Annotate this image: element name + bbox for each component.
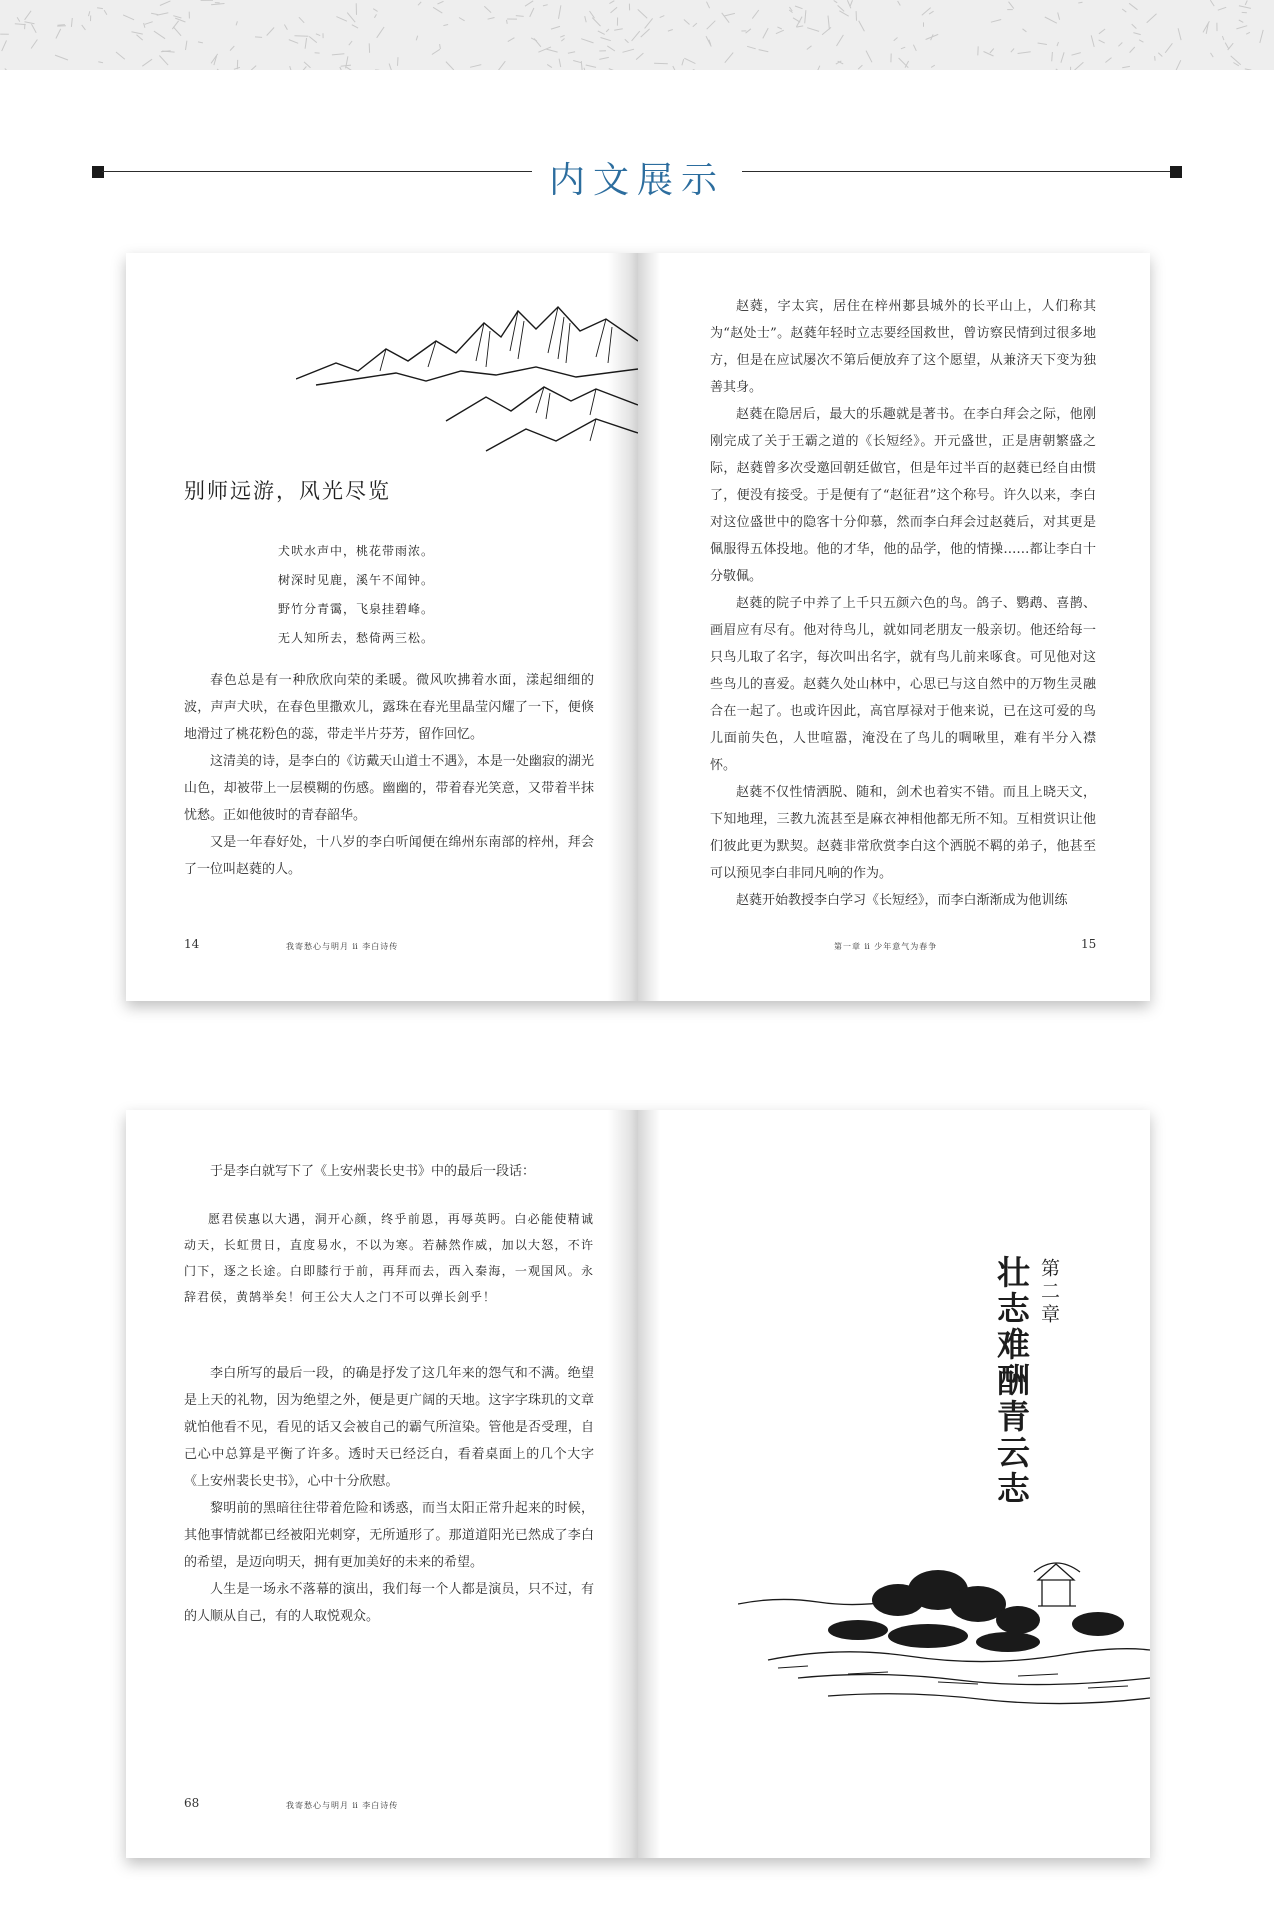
- paper-fiber: [625, 39, 629, 43]
- poem-line: 野竹分青霭，飞泉挂碧峰。: [278, 602, 435, 616]
- paper-fiber: [623, 49, 635, 52]
- paper-fiber: [1218, 7, 1226, 10]
- paper-fiber: [1147, 14, 1157, 23]
- paper-fiber: [598, 31, 605, 35]
- paper-fiber: [684, 58, 695, 63]
- header-line-left: [102, 171, 532, 172]
- paper-fiber: [236, 21, 237, 25]
- paper-fiber: [32, 24, 37, 33]
- paragraph: 春色总是有一种欣欣向荣的柔暖。微风吹拂着水面，漾起细细的波，声声犬吠，在春色里撒欢儿，露珠在春光里晶莹闪耀了一下，便倏地滑过了桃花粉色的蕊，带走半片芬芳，留作回忆。: [184, 673, 594, 742]
- paper-fiber: [525, 1, 533, 6]
- chapter-opener-page: [638, 1110, 1150, 1858]
- paper-fiber: [198, 42, 203, 43]
- paper-fiber: [255, 37, 262, 38]
- paper-fiber: [606, 29, 609, 32]
- paper-fiber: [284, 25, 287, 30]
- paper-fiber: [305, 38, 307, 49]
- paper-fiber: [160, 1, 171, 6]
- page-number: 68: [184, 1796, 200, 1810]
- paper-fiber: [1018, 52, 1031, 54]
- paper-fiber: [894, 38, 898, 41]
- poem: [278, 537, 434, 653]
- paper-fiber: [398, 57, 399, 66]
- paper-fiber: [746, 29, 751, 33]
- paper-fiber: [58, 25, 65, 26]
- paper-fiber: [1045, 17, 1057, 23]
- paper-fiber: [15, 24, 26, 25]
- paper-fiber: [1165, 43, 1172, 53]
- paper-fiber: [1074, 62, 1083, 70]
- paper-fiber: [499, 61, 506, 70]
- paper-fiber: [543, 5, 548, 6]
- paper-fiber: [777, 27, 781, 29]
- paper-fiber: [581, 39, 593, 43]
- paper-fiber: [1211, 53, 1214, 57]
- paper-fiber: [55, 55, 68, 60]
- paper-fiber: [530, 8, 534, 17]
- paper-fiber: [137, 35, 143, 40]
- paper-fiber: [573, 61, 581, 63]
- paper-fiber: [336, 17, 347, 22]
- body-text: [710, 293, 1096, 914]
- paper-fiber: [546, 49, 557, 52]
- paper-fiber: [1061, 52, 1064, 62]
- paper-fiber: [295, 36, 309, 37]
- paper-fiber: [531, 38, 537, 41]
- paper-fiber: [123, 15, 134, 20]
- paper-fiber: [561, 39, 564, 42]
- paper-fiber: [859, 21, 865, 32]
- paper-fiber: [838, 5, 845, 11]
- paper-fiber: [289, 40, 298, 44]
- paper-fiber: [805, 10, 806, 23]
- paper-fiber: [1222, 36, 1224, 40]
- paper-fiber: [145, 22, 153, 25]
- paper-fiber: [144, 23, 145, 28]
- paper-fiber: [834, 1, 838, 3]
- paper-fiber: [592, 18, 600, 27]
- paper-fiber: [1246, 32, 1250, 34]
- paper-fiber: [1057, 42, 1059, 46]
- paper-fiber: [172, 21, 178, 29]
- quote-text: 愿君侯惠以大遇，洞开心颜，终乎前恩，再辱英眄。白必能使精诚动天，长虹贯日，直度易水，不以为寒。若赫然作威，加以大怒，不许门下，逐之长途。白即膝行于前，再拜而去，西入秦海，一观国风。永辞君侯，黄鹄举矣！何王公大人之门不可以弹长剑乎！: [184, 1212, 594, 1304]
- paper-fiber: [991, 20, 1001, 23]
- paper-fiber: [1203, 21, 1209, 32]
- paper-fiber: [1239, 6, 1251, 9]
- paper-fiber: [707, 2, 710, 9]
- paper-fiber: [31, 40, 37, 49]
- paper-fiber: [1122, 9, 1126, 12]
- book-spread-2: [126, 1110, 1150, 1858]
- paper-fiber: [484, 6, 491, 12]
- section-title: 内文展示: [548, 160, 725, 201]
- paragraph: 黎明前的黑暗往往带着危险和诱惑，而当太阳正常升起来的时候，其他事情就都已经被阳光刺穿，无所遁形了。那道道阳光已然成了李白的希望，是迈向明天，拥有更加美好的未来的希望。: [184, 1501, 594, 1570]
- paper-fiber: [299, 17, 304, 23]
- paper-fiber: [899, 58, 909, 68]
- paper-fiber: [309, 37, 317, 43]
- paper-fiber: [568, 52, 575, 54]
- paper-fiber: [599, 57, 609, 59]
- chapter-title: 壮志难酬青云志: [992, 1255, 1031, 1507]
- paper-fiber: [1122, 66, 1130, 67]
- paper-fiber: [1129, 3, 1137, 10]
- paper-fiber: [82, 25, 86, 30]
- running-head: 我寄愁心与明月 ⅱ 李白诗传: [286, 1801, 399, 1810]
- page-number: 15: [1081, 937, 1097, 951]
- paper-fiber: [668, 30, 673, 32]
- paragraph: 赵蕤，字太宾，居住在梓州郪县城外的长平山上，人们称其为“赵处士”。赵蕤年轻时立志要经国救世，曾访察民情到过很多地方，但是在应试屡次不第后便放弃了这个愿望，从兼济天下变为独善其身。: [710, 299, 1096, 395]
- paper-fiber: [173, 27, 181, 36]
- paper-fiber: [104, 10, 107, 15]
- paragraph: 赵蕤不仅性情洒脱、随和，剑术也着实不错。而且上晓天文，下知地理，三教九流甚至是麻衣神相他都无所不知。互相赏识让他们彼此更为默契。赵蕤非常欣赏李白这个洒脱不羁的弟子，他甚至可以预见李白非同凡响的作为。: [710, 785, 1096, 881]
- paper-fiber: [249, 66, 256, 70]
- paper-fiber: [1178, 28, 1181, 40]
- paper-fiber: [1072, 53, 1081, 56]
- paper-fiber: [175, 18, 185, 22]
- paper-fiber: [186, 41, 187, 50]
- paper-fiber: [1133, 33, 1140, 35]
- paper-fiber: [611, 7, 618, 13]
- paper-fiber: [377, 27, 384, 38]
- paper-fiber: [837, 35, 844, 46]
- paper-fiber: [601, 38, 611, 41]
- paper-fiber: [217, 69, 223, 70]
- paper-fiber: [389, 64, 392, 71]
- paper-fiber: [759, 50, 769, 52]
- paper-fiber: [706, 36, 711, 46]
- paper-fiber: [347, 13, 355, 23]
- paper-fiber: [807, 28, 819, 32]
- paper-fiber: [25, 22, 35, 24]
- paper-fiber: [1239, 20, 1244, 22]
- mountain-ink-illustration: [296, 301, 638, 461]
- paper-fiber: [446, 62, 454, 70]
- paper-fiber: [913, 45, 916, 51]
- paper-fiber: [374, 14, 376, 17]
- paper-fiber: [89, 11, 90, 16]
- paper-fibers: [0, 0, 1274, 70]
- paper-fiber: [850, 0, 852, 6]
- paragraph: 于是李白就写下了《上安州裴长史书》中的最后一段话：: [210, 1164, 536, 1179]
- paper-fiber: [488, 18, 495, 20]
- paper-fiber: [316, 34, 320, 36]
- paper-fiber: [349, 41, 352, 45]
- page-number: 14: [184, 937, 200, 951]
- paper-fiber: [132, 32, 143, 34]
- paper-fiber: [560, 35, 564, 37]
- paper-fiber: [586, 65, 596, 67]
- paper-fiber: [459, 18, 465, 21]
- paper-fiber: [931, 65, 935, 67]
- paper-fiber: [1023, 29, 1027, 32]
- paragraph: 这清美的诗，是李白的《访戴天山道士不遇》，本是一处幽寂的湖光山色，却被带上一层模糊的伤感。幽幽的，带着春光笑意，又带着半抹忧愁。正如他彼时的青春韶华。: [184, 754, 594, 823]
- paper-fiber: [157, 13, 169, 16]
- paper-fiber: [97, 8, 103, 9]
- paper-fiber: [98, 62, 103, 63]
- paper-fiber: [373, 9, 377, 12]
- paper-fiber: [693, 23, 697, 27]
- paper-fiber: [632, 31, 640, 41]
- paragraph: 赵蕤的院子中养了上千只五颜六色的鸟。鸽子、鹦鹉、喜鹊、画眉应有尽有。他对待鸟儿，就如同老朋友一般亲切。他还给每一只鸟儿取了名字，每次叫出名字，就有鸟儿前来啄食。可见他对这些鸟儿的喜爱。赵蕤久处山林中，心思已与这自然中的万物生灵融合在一起了。也或许因此，高官厚禄对于他来说，已在这可爱的鸟儿面前失色，人世喧嚣，淹没在了鸟儿的啁啾里，难有半分入襟怀。: [710, 596, 1096, 773]
- paper-fiber: [508, 38, 515, 42]
- paper-fiber: [828, 16, 829, 30]
- paper-fiber: [1118, 43, 1122, 47]
- paper-fiber: [929, 11, 934, 14]
- body-text: [184, 1360, 594, 1630]
- paper-fiber: [722, 13, 730, 23]
- book-spread-1: [126, 253, 1150, 1001]
- paper-fiber: [609, 69, 621, 70]
- intro-text: [184, 1158, 594, 1185]
- paper-fiber: [1233, 63, 1238, 66]
- paper-fiber: [636, 53, 643, 60]
- paper-fiber: [1245, 69, 1252, 70]
- paper-fiber: [1228, 43, 1234, 50]
- paragraph: 李白所写的最后一段，的确是抒发了这几年来的怨气和不满。绝望是上天的礼物，因为绝望之外，便是更广阔的天地。这字字珠玑的文章就怕他看不见，看见的话又会被自己的霸气所渲染。管他是否受理，自己心中总算是平衡了许多。透时天已经泛白，看着桌面上的几个大字《上安州裴长史书》，心中十分欣慰。: [184, 1366, 594, 1489]
- header-square-right: [1170, 166, 1182, 178]
- paper-fiber: [858, 65, 862, 69]
- paper-fiber: [1155, 56, 1156, 61]
- paper-fiber: [818, 66, 820, 70]
- paper-fiber: [795, 6, 803, 9]
- paper-fiber: [1176, 60, 1181, 70]
- paper-fiber: [416, 36, 418, 41]
- paper-fiber: [796, 17, 802, 27]
- paper-fiber: [1099, 29, 1105, 34]
- quote-block: [184, 1206, 594, 1310]
- paper-fiber: [1056, 69, 1065, 70]
- paper-fiber: [443, 25, 448, 26]
- paper-fiber: [1052, 52, 1053, 61]
- paper-fiber: [507, 20, 508, 24]
- paper-fiber: [614, 29, 623, 31]
- paper-texture-band: [0, 0, 1274, 70]
- paper-fiber: [776, 30, 784, 34]
- paper-fiber: [660, 16, 665, 18]
- paper-fiber: [1011, 49, 1014, 53]
- paper-fiber: [346, 56, 348, 68]
- paper-fiber: [725, 53, 733, 63]
- paragraph: 又是一年春好处，十八岁的李白听闻便在绵州东南部的梓州，拜会了一位叫赵蕤的人。: [184, 835, 594, 877]
- paper-fiber: [1078, 2, 1082, 3]
- paper-fiber: [302, 66, 306, 70]
- header-square-left: [92, 166, 104, 178]
- paper-fiber: [516, 16, 524, 17]
- gutter-shadow: [638, 253, 660, 1001]
- gutter-shadow: [638, 1110, 660, 1858]
- paper-fiber: [1158, 53, 1162, 57]
- paper-fiber: [1091, 35, 1094, 47]
- paper-fiber: [638, 9, 648, 18]
- paper-fiber: [609, 1, 614, 4]
- paper-fiber: [1139, 40, 1143, 42]
- paper-fiber: [584, 68, 587, 70]
- gutter-shadow: [608, 1110, 638, 1858]
- paper-fiber: [724, 13, 735, 16]
- paper-fiber: [142, 59, 152, 66]
- paper-fiber: [1099, 40, 1105, 43]
- page-15: [638, 253, 1150, 1001]
- paper-fiber: [470, 65, 481, 68]
- paragraph: 赵蕤在隐居后，最大的乐趣就是著书。在李白拜会之际，他刚刚完成了关于王霸之道的《长短经》。开元盛世，正是唐朝繁盛之际，赵蕤曾多次受邀回朝廷做官，但是年过半百的赵蕤已经自由惯了，便没有接受。于是便有了“赵征君”这个称号。许久以来，李白对这位盛世中的隐客十分仰慕，然而李白拜会过赵蕤后，对其更是佩服得五体投地。他的才华，他的品学，他的情操……都让李白十分敬佩。: [710, 407, 1096, 584]
- paper-fiber: [346, 67, 353, 70]
- paper-fiber: [559, 5, 561, 18]
- paper-fiber: [1210, 0, 1214, 6]
- paper-fiber: [984, 52, 994, 57]
- paper-fiber: [682, 59, 684, 65]
- paper-fiber: [1236, 26, 1247, 29]
- paper-fiber: [1038, 43, 1047, 45]
- gutter-shadow: [608, 253, 638, 1001]
- paper-fiber: [352, 25, 358, 28]
- paper-fiber: [230, 46, 234, 51]
- poem-line: 树深时见鹿，溪午不闻钟。: [278, 573, 435, 587]
- paper-fiber: [707, 21, 716, 30]
- riverside-pavilion-ink-illustration: [738, 1550, 1150, 1720]
- chapter-label: 第二章: [1038, 1258, 1060, 1327]
- section-header: [92, 156, 1182, 201]
- poem-line: 无人知所去，愁倚两三松。: [278, 631, 435, 645]
- running-head: 我寄愁心与明月 ⅱ 李白诗传: [286, 942, 399, 951]
- paper-fiber: [763, 28, 768, 38]
- paper-fiber: [17, 17, 20, 21]
- paper-fiber: [2, 40, 7, 51]
- paper-fiber: [211, 4, 224, 5]
- paper-fiber: [332, 54, 345, 55]
- paper-fiber: [898, 1, 901, 6]
- paper-fiber: [438, 1, 444, 4]
- paper-fiber: [1260, 30, 1263, 43]
- paper-fiber: [432, 49, 440, 54]
- paper-fiber: [590, 11, 595, 18]
- page-68: [126, 1110, 638, 1858]
- paper-fiber: [673, 66, 675, 70]
- paper-fiber: [71, 18, 72, 27]
- paper-fiber: [901, 47, 905, 49]
- paper-fiber: [173, 16, 181, 18]
- paper-fiber: [581, 61, 582, 70]
- paper-fiber: [290, 66, 292, 70]
- paper-fiber: [607, 46, 615, 51]
- paper-fiber: [645, 18, 653, 28]
- paper-fiber: [304, 62, 311, 68]
- paper-fiber: [990, 49, 994, 54]
- header-line-right: [742, 171, 1172, 172]
- paper-fiber: [641, 29, 650, 37]
- paper-fiber: [551, 26, 560, 29]
- poem-line: 犬吠水声中，桃花带雨浓。: [278, 544, 435, 558]
- paper-fiber: [585, 16, 587, 22]
- paper-fiber: [1225, 43, 1229, 49]
- paper-fiber: [440, 44, 441, 49]
- paper-fiber: [267, 28, 274, 36]
- paper-fiber: [25, 11, 32, 20]
- paper-fiber: [1009, 2, 1014, 9]
- paper-fiber: [5, 69, 12, 71]
- paper-fiber: [154, 31, 165, 39]
- paper-fiber: [116, 52, 125, 59]
- paper-fiber: [686, 69, 695, 70]
- paper-fiber: [807, 46, 812, 50]
- paper-fiber: [151, 13, 158, 14]
- paper-fiber: [547, 64, 552, 67]
- paper-fiber: [839, 11, 848, 16]
- paper-fiber: [684, 20, 690, 25]
- page-14: [126, 253, 638, 1001]
- paper-fiber: [1245, 0, 1247, 5]
- paper-fiber: [1058, 13, 1060, 20]
- chapter-heading: 别师远游，风光尽览: [184, 479, 391, 503]
- body-text: [184, 667, 594, 883]
- paper-fiber: [926, 34, 939, 39]
- paper-fiber: [1130, 47, 1135, 53]
- paper-fiber: [866, 51, 872, 63]
- paper-fiber: [418, 2, 421, 5]
- paper-fiber: [1132, 24, 1137, 29]
- paper-fiber: [559, 59, 561, 67]
- paper-fiber: [159, 56, 168, 66]
- paper-fiber: [752, 10, 759, 19]
- paper-fiber: [747, 46, 756, 49]
- paragraph: 赵蕤开始教授李白学习《长短经》，而李白渐渐成为他训练: [736, 893, 1068, 908]
- paper-fiber: [1105, 58, 1111, 63]
- paper-fiber: [340, 67, 342, 70]
- running-head: 第一章 ⅱ 少年意气为春争: [834, 942, 938, 951]
- paper-fiber: [56, 29, 61, 39]
- paper-fiber: [433, 7, 442, 13]
- paragraph: 人生是一场永不落幕的演出，我们每一个人都是演员，只不过，有的人顺从自己，有的人取悦观众。: [184, 1582, 594, 1624]
